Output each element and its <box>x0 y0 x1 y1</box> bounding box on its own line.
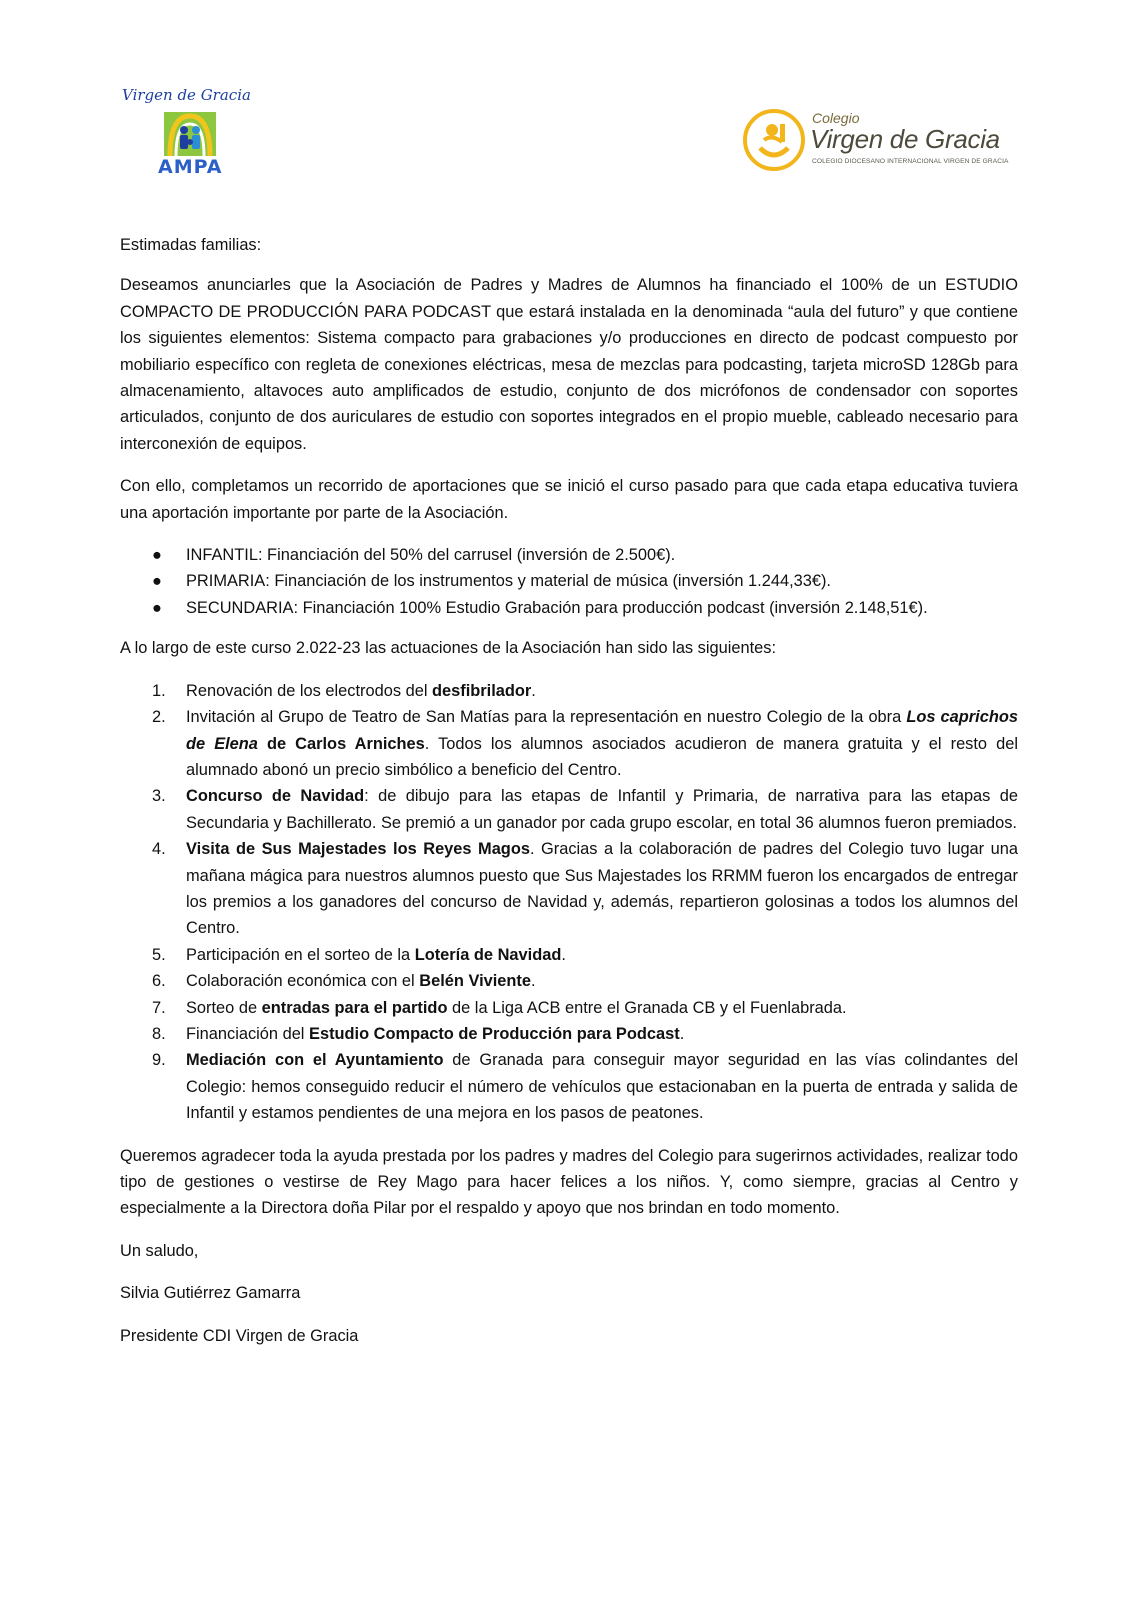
action-number: 9. <box>152 1051 166 1070</box>
school-logo-subtitle: COLEGIO DIOCESANO INTERNACIONAL VIRGEN DE GRACIA <box>812 158 1009 165</box>
action-text: Estudio Compacto de Producción para Podcast <box>309 1024 680 1043</box>
list-item: ● PRIMARIA: Financiación de los instrumentos y material de música (inversión 1.244,33€). <box>120 568 1018 594</box>
action-item <box>120 704 1018 783</box>
action-text: Financiación del <box>186 1024 310 1043</box>
action-number: 7. <box>152 998 166 1017</box>
action-number: 5. <box>152 945 166 964</box>
action-item <box>120 968 1018 994</box>
bullet-icon: ● <box>152 598 162 617</box>
action-text: Invitación al Grupo de Teatro de San Matías para la representación en nuestro Colegio de la obra <box>186 708 907 727</box>
action-text: de Carlos Arniches <box>257 734 425 753</box>
list-item: ● SECUNDARIA: Financiación 100% Estudio Grabación para producción podcast (inversión 2.148,51€). <box>120 595 1018 621</box>
action-text: Colaboración económica con el <box>186 972 420 991</box>
action-text: Concurso de Navidad <box>186 787 365 806</box>
bullet-icon: ● <box>152 546 162 565</box>
action-item <box>120 942 1018 968</box>
signer-title: Presidente CDI Virgen de Gracia <box>120 1326 359 1345</box>
action-text: de la Liga ACB entre el Granada CB y el Fuenlabrada. <box>447 998 847 1017</box>
signer-name: Silvia Gutiérrez Gamarra <box>120 1284 301 1303</box>
list-item: ● INFANTIL: Financiación del 50% del carrusel (inversión de 2.500€). <box>120 542 1018 568</box>
action-item <box>120 995 1018 1021</box>
ampa-logo-script: Virgen de Gracia <box>122 86 251 104</box>
action-text: Belén Viviente <box>419 972 531 991</box>
action-text: de Granada para conseguir mayor seguridad en las vías colindantes del Colegio: hemos conseguido reducir el número de vehículos que estacionaban en la puerta de entrada y salida de Infantil y estamos pendientes de una mejora en los pasos de peatones. <box>186 1051 1018 1123</box>
paragraph-announcement: Deseamos anunciarles que la Asociación de Padres y Madres de Alumnos ha financiado el 100% de un ESTUDIO COMPACTO DE PRODUCCIÓN PARA PODCAST que estará instalada en la denominada “aula del futuro” y que contiene los siguientes elementos: Sistema compacto para grabaciones y/o producciones en directo de podcast compuesto por mobiliario específico con regleta de conexiones eléctricas, mesa de mezclas para podcasting, tarjeta microSD 128Gb para almacenamiento, altavoces auto amplificados de estudio, conjunto de dos micrófonos de condensador con soportes articulados, conjunto de dos auriculares de estudio con soportes integrados en el propio mueble, cableado necesario para interconexión de equipos. <box>120 276 1018 453</box>
actions-list <box>120 678 1018 1127</box>
action-text: Sorteo de <box>186 998 262 1017</box>
action-text: . Gracias a la colaboración de padres del Colegio tuvo lugar una mañana mágica para nuestros alumnos puesto que Sus Majestades los RRMM fueron los encargados de entregar los premios a los ganadores del concurso de Navidad y, además, repartieron golosinas a todos los alumnos del Centro. <box>186 840 1018 938</box>
ampa-logo <box>118 86 258 182</box>
paragraph-thanks: Queremos agradecer toda la ayuda prestada por los padres y madres del Colegio para sugerirnos actividades, realizar todo tipo de gestiones o vestirse de Rey Mago para hacer felices a los niños. Y, como siempre, gracias al Centro y especialmente a la Directora doña Pilar por el respaldo y apoyo que nos brindan en todo momento. <box>120 1146 1018 1218</box>
action-number: 2. <box>152 708 166 727</box>
action-number: 1. <box>152 681 166 700</box>
action-text: Mediación con el Ayuntamiento <box>186 1051 444 1070</box>
action-item <box>120 836 1018 942</box>
paragraph-actions-intro: A lo largo de este curso 2.022-23 las actuaciones de la Asociación han sido las siguientes: <box>120 639 777 658</box>
ampa-family-icon <box>164 108 216 158</box>
action-text: . <box>561 945 566 964</box>
action-item <box>120 1021 1018 1047</box>
action-number: 3. <box>152 787 166 806</box>
action-text: . <box>531 681 536 700</box>
paragraph-contributions: Con ello, completamos un recorrido de aportaciones que se inició el curso pasado para que cada etapa educativa tuviera una aportación importante por parte de la Asociación. <box>120 477 1018 522</box>
action-text: Visita de Sus Majestades los Reyes Magos <box>186 840 530 859</box>
school-emblem-icon <box>742 108 806 172</box>
action-text: Lotería de Navidad <box>414 945 562 964</box>
school-logo-name: Virgen de Gracia <box>810 124 1000 154</box>
greeting: Estimadas familias: <box>120 236 262 254</box>
action-number: 4. <box>152 840 166 859</box>
action-text: . Todos los alumnos asociados acudieron de manera gratuita y el resto del alumnado abonó un precio simbólico a beneficio del Centro. <box>186 734 1018 779</box>
bullet-icon: ● <box>152 572 162 591</box>
action-text: entradas para el partido <box>261 998 448 1017</box>
school-logo <box>742 108 1042 180</box>
action-text: Renovación de los electrodos del <box>186 681 433 700</box>
action-item <box>120 783 1018 836</box>
contributions-list <box>120 542 1018 621</box>
action-number: 6. <box>152 972 166 991</box>
ampa-logo-text: AMPA <box>158 156 223 178</box>
action-item <box>120 1047 1018 1126</box>
action-text: desfibrilador <box>432 681 532 700</box>
signoff: Un saludo, <box>120 1241 199 1260</box>
letter-body <box>120 232 1018 1365</box>
closing <box>120 1238 1018 1349</box>
school-logo-small-text: Colegio <box>812 110 860 126</box>
action-number: 8. <box>152 1024 166 1043</box>
action-text: Los caprichos de Elena <box>186 708 1018 753</box>
action-text: : de dibujo para las etapas de Infantil y Primaria, de narrativa para las etapas de Secundaria y Bachillerato. Se premió a un ganador por cada grupo escolar, en total 36 alumnos fueron premiados. <box>186 787 1018 832</box>
action-text: . <box>679 1024 685 1043</box>
action-text: . <box>531 972 536 991</box>
action-text: Participación en el sorteo de la <box>186 945 415 964</box>
action-item <box>120 678 1018 704</box>
